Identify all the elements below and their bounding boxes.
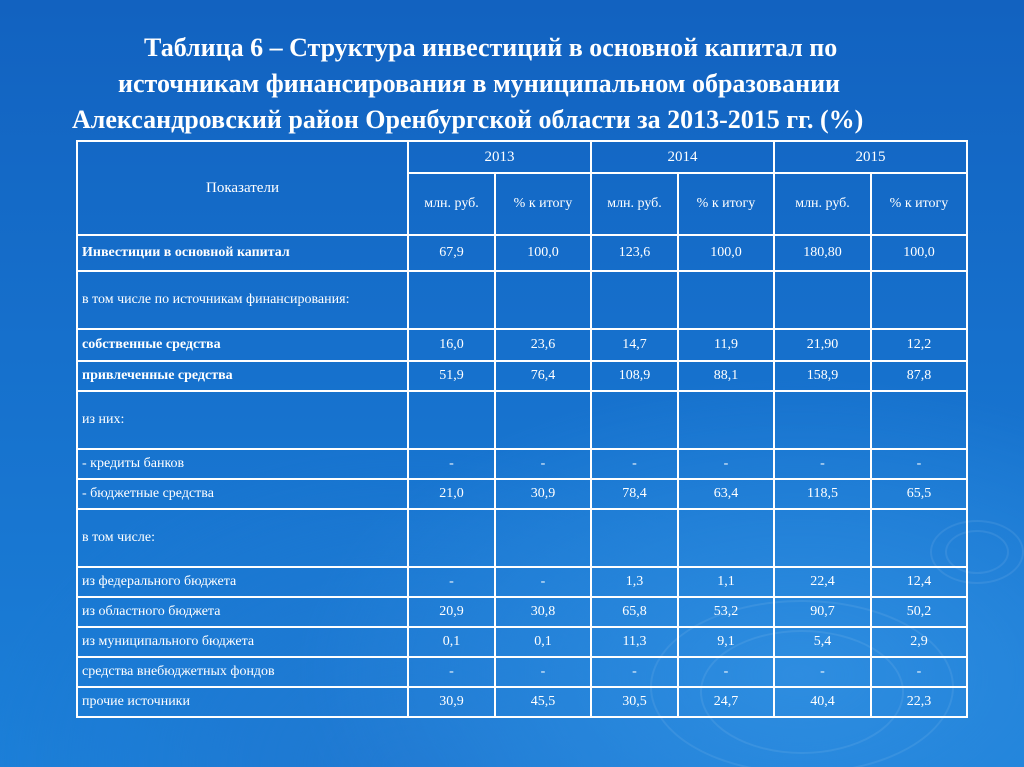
subheader-percent-total: % к итогу (871, 173, 967, 235)
title-line-1: Таблица 6 – Структура инвестиций в основной капитал по (144, 33, 838, 62)
table-cell: - (495, 449, 591, 479)
table-cell: 88,1 (678, 361, 774, 391)
table-row (77, 657, 967, 687)
row-label: собственные средства (77, 329, 408, 361)
row-label: из муниципального бюджета (77, 627, 408, 657)
table-cell: 65,5 (871, 479, 967, 509)
table-cell: - (408, 657, 495, 687)
subheader-mln-rub: млн. руб. (408, 173, 495, 235)
table-cell: 51,9 (408, 361, 495, 391)
table-cell (871, 271, 967, 329)
table-row (77, 235, 967, 271)
table-cell: 14,7 (591, 329, 678, 361)
table-cell: 11,3 (591, 627, 678, 657)
investment-structure-table (76, 140, 968, 718)
table-cell: 65,8 (591, 597, 678, 627)
table-cell: 30,5 (591, 687, 678, 717)
table-cell: 45,5 (495, 687, 591, 717)
table-cell: - (774, 449, 871, 479)
table-cell: 87,8 (871, 361, 967, 391)
table-cell: - (678, 449, 774, 479)
table-cell: 21,0 (408, 479, 495, 509)
table-cell: 76,4 (495, 361, 591, 391)
table-cell (495, 271, 591, 329)
table-cell: 22,3 (871, 687, 967, 717)
row-label: - кредиты банков (77, 449, 408, 479)
table-row (77, 361, 967, 391)
row-label: прочие источники (77, 687, 408, 717)
table-cell: 2,9 (871, 627, 967, 657)
table-cell: - (871, 657, 967, 687)
row-label: в том числе по источникам финансирования: (77, 271, 408, 329)
table-cell: 90,7 (774, 597, 871, 627)
table-cell: - (678, 657, 774, 687)
table-cell: 23,6 (495, 329, 591, 361)
table-cell: 1,1 (678, 567, 774, 597)
table-cell (678, 509, 774, 567)
table-cell: 158,9 (774, 361, 871, 391)
table-cell: 5,4 (774, 627, 871, 657)
table-cell: - (495, 567, 591, 597)
table-row (77, 509, 967, 567)
header-year-2013: 2013 (408, 141, 591, 173)
table-cell (871, 509, 967, 567)
table-cell: - (871, 449, 967, 479)
table-cell: 100,0 (495, 235, 591, 271)
table-cell: 30,9 (495, 479, 591, 509)
table-cell: 0,1 (495, 627, 591, 657)
table-cell: 78,4 (591, 479, 678, 509)
table-cell: 118,5 (774, 479, 871, 509)
table-cell: 50,2 (871, 597, 967, 627)
row-label: из федерального бюджета (77, 567, 408, 597)
table-row (77, 567, 967, 597)
page-title (60, 30, 980, 138)
table-cell: 21,90 (774, 329, 871, 361)
table-cell: - (408, 449, 495, 479)
row-label: средства внебюджетных фондов (77, 657, 408, 687)
title-line-2: источникам финансирования в муниципальном образовании (118, 69, 841, 98)
table-cell (591, 391, 678, 449)
table-cell (408, 271, 495, 329)
table-cell: 1,3 (591, 567, 678, 597)
table-cell (774, 509, 871, 567)
table-cell: 0,1 (408, 627, 495, 657)
table-cell (871, 391, 967, 449)
table-cell: - (774, 657, 871, 687)
table-cell (408, 391, 495, 449)
title-line-3: Александровский район Оренбургской области за 2013-2015 гг. (%) (72, 105, 864, 134)
table-cell (591, 271, 678, 329)
table-cell: 16,0 (408, 329, 495, 361)
subheader-mln-rub: млн. руб. (591, 173, 678, 235)
table-cell: - (591, 449, 678, 479)
table-cell (678, 391, 774, 449)
table-row (77, 449, 967, 479)
row-label: из областного бюджета (77, 597, 408, 627)
table-cell: 20,9 (408, 597, 495, 627)
row-label: в том числе: (77, 509, 408, 567)
table-cell: - (495, 657, 591, 687)
table-cell: 11,9 (678, 329, 774, 361)
table-row (77, 597, 967, 627)
table-cell: - (408, 567, 495, 597)
table-cell: 12,2 (871, 329, 967, 361)
table-cell: 123,6 (591, 235, 678, 271)
header-year-2015: 2015 (774, 141, 967, 173)
table-cell: 100,0 (871, 235, 967, 271)
subheader-percent-total: % к итогу (678, 173, 774, 235)
table-cell: 63,4 (678, 479, 774, 509)
table-cell (774, 271, 871, 329)
table-cell (408, 509, 495, 567)
table-cell: 24,7 (678, 687, 774, 717)
table-row (77, 271, 967, 329)
table-cell: 9,1 (678, 627, 774, 657)
subheader-percent-total: % к итогу (495, 173, 591, 235)
header-indicators: Показатели (77, 141, 408, 235)
table-cell: 22,4 (774, 567, 871, 597)
table-cell: 12,4 (871, 567, 967, 597)
row-label: привлеченные средства (77, 361, 408, 391)
table-row (77, 329, 967, 361)
table-cell: 100,0 (678, 235, 774, 271)
row-label: - бюджетные средства (77, 479, 408, 509)
table-cell: 30,8 (495, 597, 591, 627)
table-cell: 180,80 (774, 235, 871, 271)
table-cell: 40,4 (774, 687, 871, 717)
table-cell: 108,9 (591, 361, 678, 391)
table-cell: - (591, 657, 678, 687)
table-cell (678, 271, 774, 329)
header-year-2014: 2014 (591, 141, 774, 173)
subheader-mln-rub: млн. руб. (774, 173, 871, 235)
table-cell: 67,9 (408, 235, 495, 271)
row-label: Инвестиции в основной капитал (77, 235, 408, 271)
table-cell: 30,9 (408, 687, 495, 717)
table-cell: 53,2 (678, 597, 774, 627)
table-row (77, 687, 967, 717)
table-cell (591, 509, 678, 567)
row-label: из них: (77, 391, 408, 449)
table-cell (495, 509, 591, 567)
table-row (77, 391, 967, 449)
table-row (77, 627, 967, 657)
table-cell (495, 391, 591, 449)
table-cell (774, 391, 871, 449)
table-row (77, 479, 967, 509)
